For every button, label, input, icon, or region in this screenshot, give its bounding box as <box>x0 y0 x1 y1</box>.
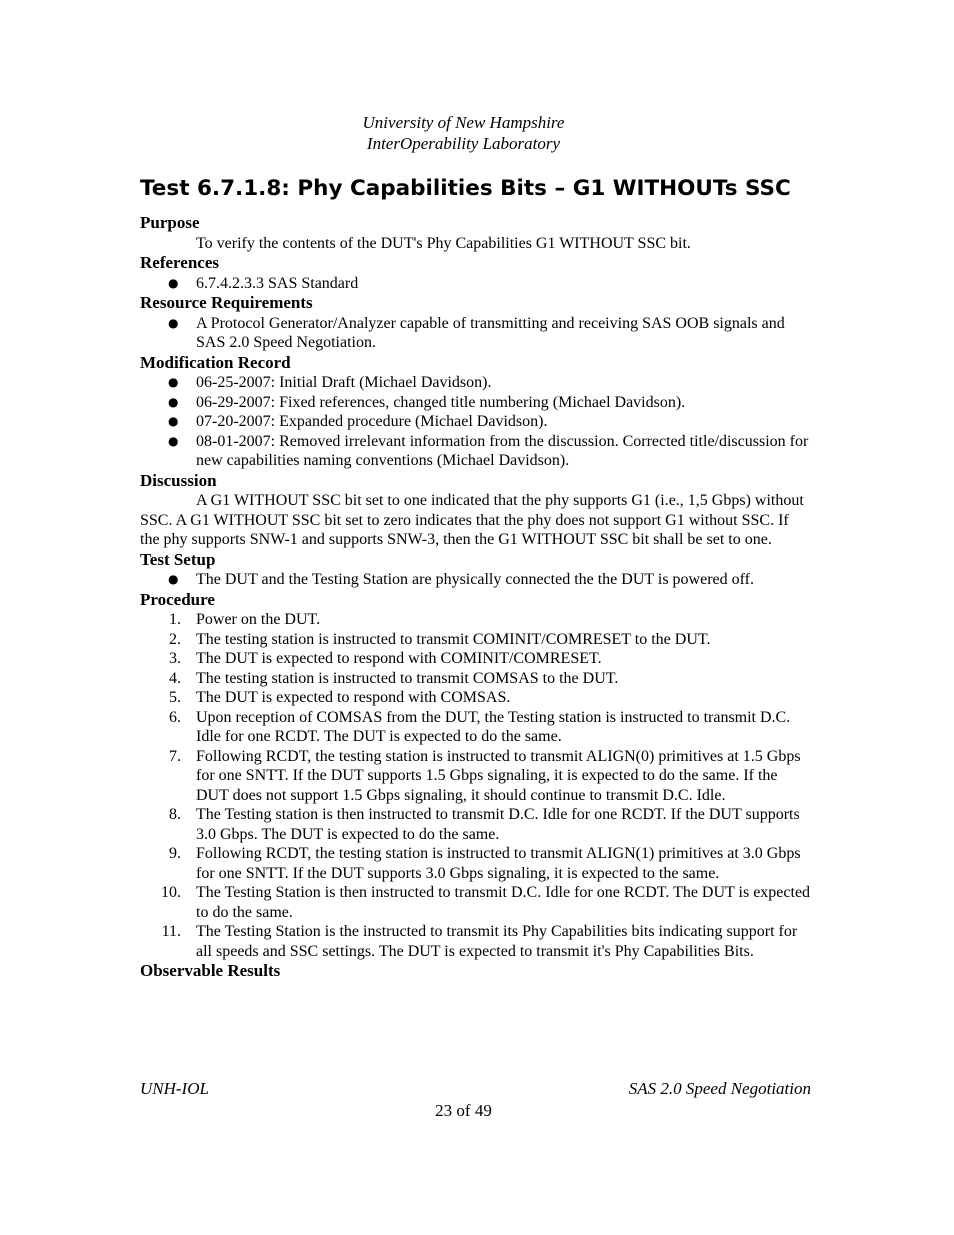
list-item: ● 06-25-2007: Initial Draft (Michael Davidson). <box>140 373 812 393</box>
procedure-step <box>140 708 812 747</box>
page-number: 23 of 49 <box>435 1101 492 1120</box>
procedure-step <box>140 747 812 806</box>
test-title: Test 6.7.1.8: Phy Capabilities Bits – G1 WITHOUTs SSC <box>140 176 791 201</box>
document-body <box>140 213 812 982</box>
page-header <box>0 112 927 154</box>
procedure-step <box>140 688 812 708</box>
step-number: 1. <box>169 611 181 628</box>
procedure-step <box>140 610 812 630</box>
step-number: 6. <box>169 708 181 726</box>
footer-doc-title: SAS 2.0 Speed Negotiation <box>628 1079 811 1098</box>
step-text: The Testing Station is then instructed to transmit D.C. Idle for one RCDT. The DUT is expected to do the same. <box>196 884 811 921</box>
list-item: ● 6.7.4.2.3.3 SAS Standard <box>140 274 812 294</box>
procedure-step <box>140 630 812 650</box>
step-number: 5. <box>169 689 181 706</box>
step-text: The testing station is instructed to transmit COMINIT/COMRESET to the DUT. <box>196 630 711 648</box>
step-number: 8. <box>169 806 181 823</box>
list-item: ● 07-20-2007: Expanded procedure (Michael Davidson). <box>140 412 812 432</box>
list-item: ● A Protocol Generator/Analyzer capable of transmitting and receiving SAS OOB signals and SAS 2.0 Speed Negotiation. <box>140 314 812 353</box>
procedure-heading: Procedure <box>140 589 215 609</box>
procedure-step <box>140 922 812 961</box>
list-item: ● 06-29-2007: Fixed references, changed title numbering (Michael Davidson). <box>140 393 812 413</box>
modification-list <box>140 373 812 471</box>
discussion-text: A G1 WITHOUT SSC bit set to one indicated that the phy supports G1 (i.e., 1,5 Gbps) without SSC. A G1 WITHOUT SSC bit set to zero indicates that the phy does not support G1 without SSC. If the phy supports SNW-1 and supports SNW-3, then the G1 WITHOUT SSC bit shall be set to one. <box>140 492 804 548</box>
purpose-text: To verify the contents of the DUT's Phy Capabilities G1 WITHOUT SSC bit. <box>196 234 691 252</box>
step-number: 7. <box>169 747 181 765</box>
footer-org: UNH-IOL <box>140 1079 209 1098</box>
step-text: The Testing Station is the instructed to transmit its Phy Capabilities bits indicating support for all speeds and SSC settings. The DUT is expected to transmit it's Phy Capabilities Bits. <box>196 923 798 960</box>
references-heading: References <box>140 253 219 272</box>
purpose-heading: Purpose <box>140 213 200 232</box>
step-text: The Testing station is then instructed to transmit D.C. Idle for one RCDT. If the DUT supports 3.0 Gbps. The DUT is expected to do the same. <box>196 806 800 843</box>
resources-list <box>140 314 812 353</box>
observable-heading: Observable Results <box>140 961 281 980</box>
procedure-list <box>140 610 812 961</box>
step-number: 2. <box>169 630 181 648</box>
step-text: Upon reception of COMSAS from the DUT, the Testing station is instructed to transmit D.C. Idle for one RCDT. The DUT is expected to do the same. <box>196 708 791 745</box>
step-text: The DUT is expected to respond with COMINIT/COMRESET. <box>196 650 602 667</box>
step-number: 9. <box>169 845 181 862</box>
test-setup-heading: Test Setup <box>140 549 216 569</box>
step-text: Following RCDT, the testing station is instructed to transmit ALIGN(0) primitives at 1.5 Gbps for one SNTT. If the DUT supports 1.5 Gbps signaling, it is expected to do the same. If the DUT does not support 1.5 Gbps signaling, it should continue to transmit D.C. Idle. <box>196 747 801 804</box>
test-setup-list <box>140 570 812 590</box>
step-number: 3. <box>169 650 181 667</box>
resources-heading: Resource Requirements <box>140 293 313 312</box>
step-text: The DUT is expected to respond with COMSAS. <box>196 689 511 706</box>
step-text: Power on the DUT. <box>196 611 321 628</box>
list-item: ● The DUT and the Testing Station are physically connected the the DUT is powered off. <box>140 570 812 590</box>
step-text: Following RCDT, the testing station is instructed to transmit ALIGN(1) primitives at 3.0 Gbps for one SNTT. If the DUT supports 3.0 Gbps signaling, it is expected to the same. <box>196 845 801 882</box>
procedure-step <box>140 805 812 844</box>
procedure-step <box>140 669 812 689</box>
procedure-step <box>140 844 812 883</box>
references-list <box>140 274 812 294</box>
procedure-step <box>140 883 812 922</box>
procedure-step <box>140 649 812 669</box>
step-number: 4. <box>169 669 181 687</box>
modification-heading: Modification Record <box>140 352 291 372</box>
institution-name: University of New Hampshire <box>362 113 565 132</box>
step-number: 11. <box>161 923 181 940</box>
step-number: 10. <box>161 884 181 901</box>
step-text: The testing station is instructed to transmit COMSAS to the DUT. <box>196 669 619 687</box>
list-item: ● 08-01-2007: Removed irrelevant information from the discussion. Corrected title/discussion for new capabilities naming conventions (Michael Davidson). <box>140 432 812 471</box>
lab-name: InterOperability Laboratory <box>366 134 561 153</box>
discussion-heading: Discussion <box>140 470 217 490</box>
